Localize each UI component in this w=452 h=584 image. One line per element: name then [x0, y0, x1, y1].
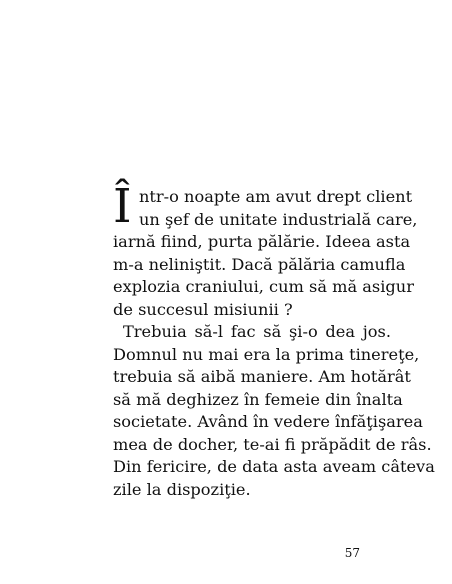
paragraph-1: [113, 179, 418, 321]
paragraph-1-line: explozia craniului, cum să mă asigur: [113, 277, 414, 296]
paragraph-2-line: Domnul nu mai era la prima tinereţe,: [113, 344, 420, 364]
paragraph-2: [113, 321, 435, 501]
paragraph-1-line: de succesul misiunii ?: [113, 299, 293, 319]
body-text: [113, 179, 435, 501]
paragraph-1-line: un şef de unitate industrială care,: [139, 209, 418, 229]
paragraph-2-line: Trebuia să-l fac să şi-o dea jos.: [123, 322, 391, 341]
paragraph-1-line: ntr-o noapte am avut drept client: [139, 187, 413, 206]
paragraph-2-line: trebuia să aibă maniere. Am hotărât: [113, 367, 411, 386]
paragraph-2-line: să mă deghizez în femeie din înalta: [113, 389, 403, 409]
page-number: 57: [344, 546, 360, 560]
paragraph-1-line: m-a neliniştit. Dacă pălăria camufla: [113, 254, 406, 274]
paragraph-2-line: mea de docher, te-ai fi prăpădit de râs.: [113, 434, 432, 454]
paragraph-2-line: societate. Având în vedere înfăţişarea: [113, 412, 423, 431]
drop-cap-letter: Î: [113, 179, 132, 234]
paragraph-2-line: Din fericire, de data asta aveam câteva: [113, 457, 435, 476]
paragraph-1-line: iarnă fiind, purta pălărie. Ideea asta: [113, 232, 411, 251]
paragraph-2-line: zile la dispoziţie.: [113, 479, 251, 499]
